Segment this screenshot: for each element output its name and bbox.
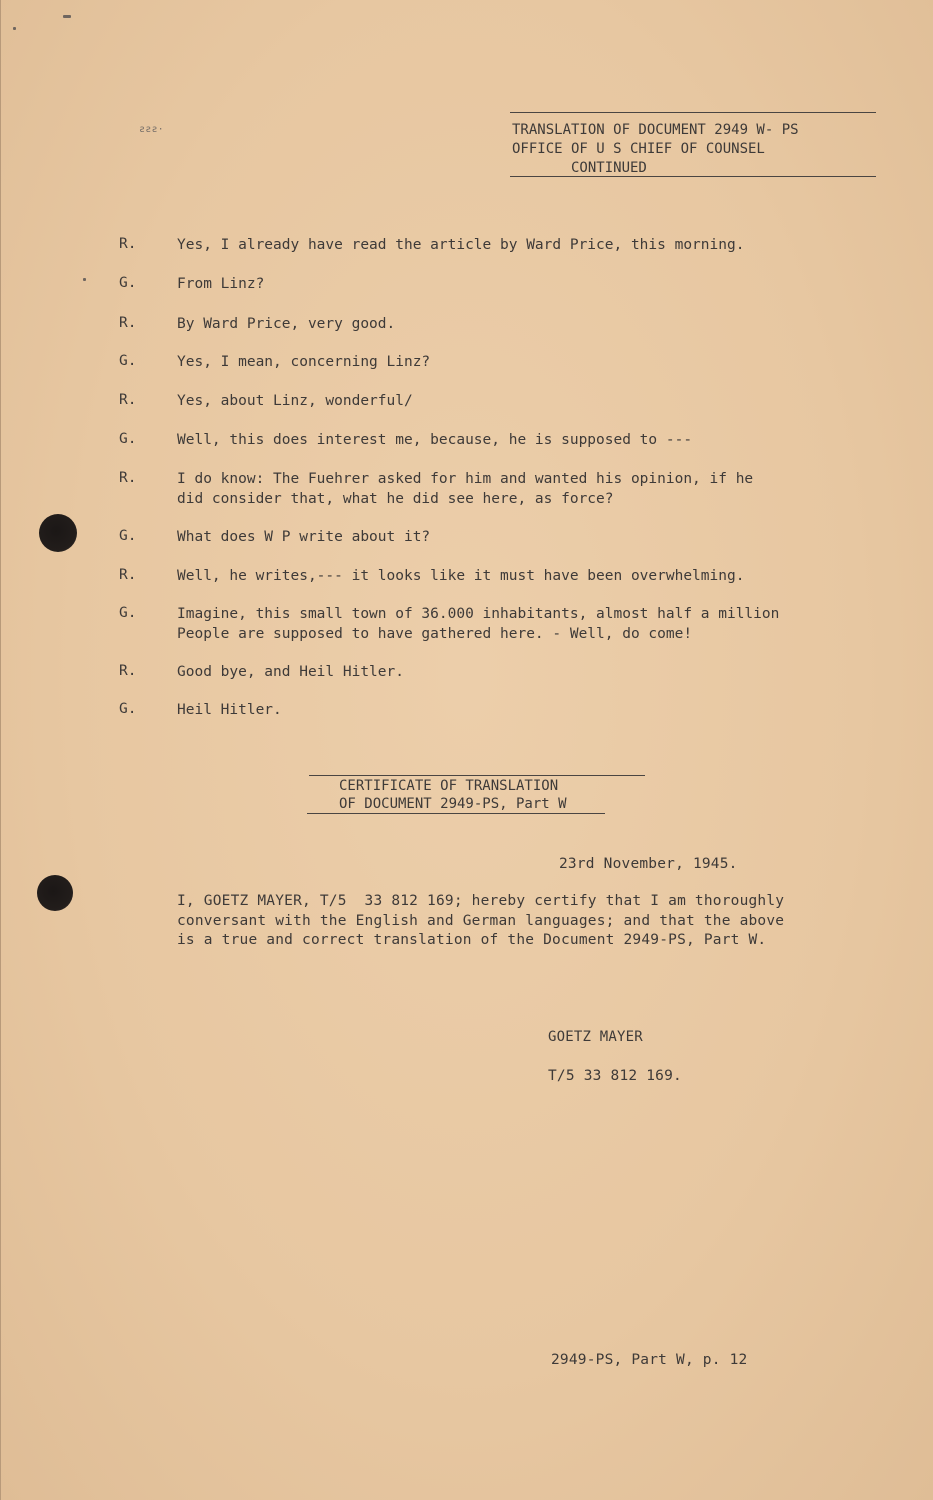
certificate-top-rule [309, 775, 645, 776]
certificate-date: 23rd November, 1945. [559, 856, 738, 872]
certificate-body-line: is a true and correct translation of the Document 2949-PS, Part W. [177, 932, 767, 948]
dialogue-line-continued: People are supposed to have gathered here. - Well, do come! [177, 626, 693, 642]
header-line-1: TRANSLATION OF DOCUMENT 2949 W- PS [512, 122, 799, 138]
header-top-rule [510, 112, 876, 113]
speaker-label: G. [119, 605, 137, 621]
dialogue-line: What does W P write about it? [177, 529, 431, 545]
signature-name: GOETZ MAYER [548, 1029, 643, 1045]
speaker-label: G. [119, 431, 137, 447]
speaker-label: R. [119, 392, 137, 408]
corner-mark [63, 15, 71, 18]
dialogue-line: Heil Hitler. [177, 702, 282, 718]
dialogue-line: By Ward Price, very good. [177, 316, 396, 332]
speaker-label: R. [119, 470, 137, 486]
dialogue-line: Well, he writes,--- it looks like it must have been overwhelming. [177, 568, 745, 584]
speaker-label: R. [119, 567, 137, 583]
dialogue-line: Good bye, and Heil Hitler. [177, 664, 404, 680]
certificate-bottom-rule [307, 813, 605, 814]
speaker-label: R. [119, 315, 137, 331]
certificate-body-line: I, GOETZ MAYER, T/5 33 812 169; hereby certify that I am thoroughly [177, 893, 785, 909]
speaker-label: R. [119, 236, 137, 252]
signature-id: T/5 33 812 169. [548, 1068, 682, 1084]
punch-hole [37, 875, 73, 911]
dialogue-line-continued: did consider that, what he did see here, as force? [177, 491, 614, 507]
punch-hole [39, 514, 77, 552]
dialogue-line: Yes, I mean, concerning Linz? [177, 354, 431, 370]
speaker-label: G. [119, 701, 137, 717]
speck [83, 278, 86, 281]
speaker-label: G. [119, 353, 137, 369]
certificate-subtitle: OF DOCUMENT 2949-PS, Part W [339, 796, 567, 812]
corner-mark [13, 27, 16, 30]
dialogue-line: Well, this does interest me, because, he is supposed to --- [177, 432, 693, 448]
speaker-label: G. [119, 528, 137, 544]
speaker-label: R. [119, 663, 137, 679]
certificate-title: CERTIFICATE OF TRANSLATION [339, 778, 559, 794]
certificate-body-line: conversant with the English and German languages; and that the above [177, 913, 785, 929]
header-line-2: OFFICE OF U S CHIEF OF COUNSEL [512, 141, 765, 157]
dialogue-line: Yes, I already have read the article by Ward Price, this morning. [177, 237, 745, 253]
header-line-3: CONTINUED [571, 160, 647, 176]
page-reference: 2949-PS, Part W, p. 12 [551, 1352, 748, 1368]
header-mark: ƨƨƨ· [139, 124, 164, 135]
speaker-label: G. [119, 275, 137, 291]
dialogue-line: Imagine, this small town of 36.000 inhabitants, almost half a million [177, 606, 780, 622]
header-bottom-rule [510, 176, 876, 177]
dialogue-line: From Linz? [177, 276, 265, 292]
dialogue-line: Yes, about Linz, wonderful/ [177, 393, 413, 409]
dialogue-line: I do know: The Fuehrer asked for him and wanted his opinion, if he [177, 471, 754, 487]
